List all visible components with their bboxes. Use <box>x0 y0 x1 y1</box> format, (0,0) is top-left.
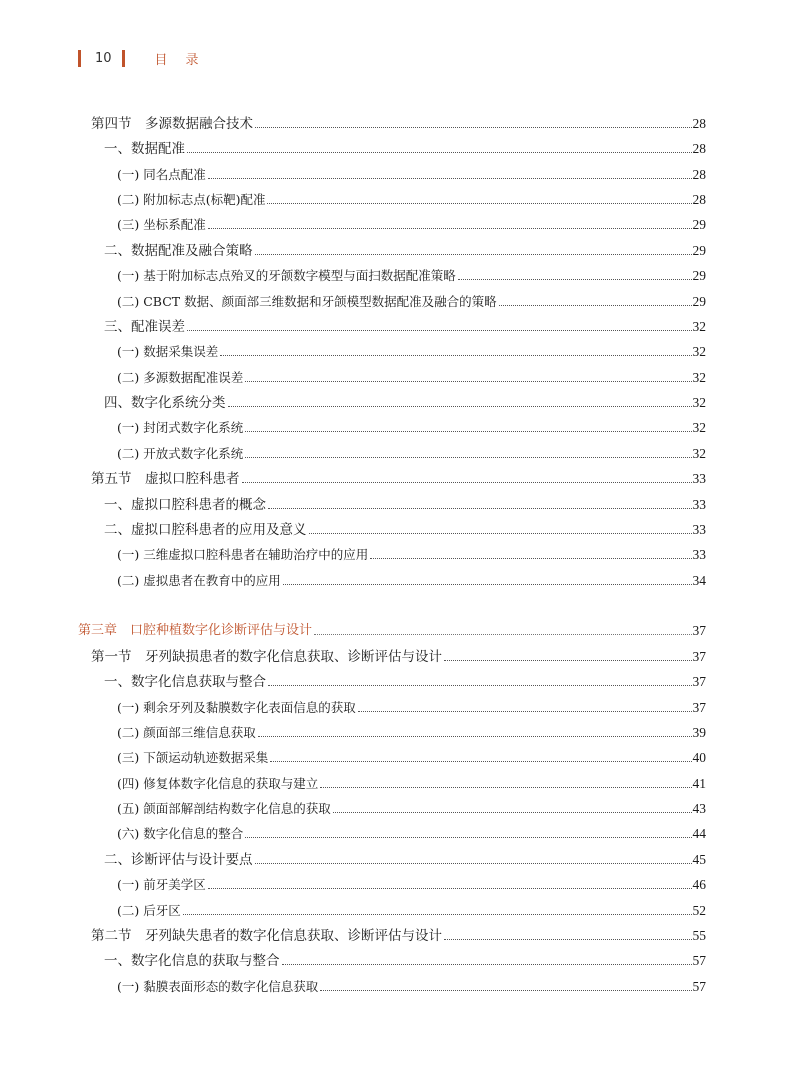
toc-entry-title: (一) 同名点配准 <box>117 167 206 182</box>
toc-entry-title: 一、数字化信息的获取与整合 <box>104 953 280 969</box>
toc-entry-title: (一) 前牙美学区 <box>117 877 206 892</box>
toc-entry-title: 第三章 口腔种植数字化诊断评估与设计 <box>78 623 313 638</box>
toc-entry-page: 57 <box>692 979 706 994</box>
toc-entry <box>117 718 706 742</box>
toc-entry-page: 57 <box>692 953 706 968</box>
toc-dot-leader <box>333 812 692 813</box>
toc-entry-title: 第四节 多源数据融合技术 <box>91 116 253 132</box>
toc-entry-title: (一) 数据采集误差 <box>117 344 219 359</box>
toc-entry <box>117 160 706 184</box>
header-separator-bar <box>122 50 125 67</box>
toc-entry-page: 32 <box>692 344 706 359</box>
toc-entry <box>104 946 706 970</box>
toc-entry-page: 39 <box>692 725 706 740</box>
toc-entry <box>117 819 706 843</box>
toc-entry <box>117 287 706 311</box>
toc-dot-leader <box>255 254 692 255</box>
toc-entry-title: 第五节 虚拟口腔科患者 <box>91 471 240 487</box>
toc-entry <box>91 921 706 945</box>
toc-dot-leader <box>499 305 692 306</box>
toc-entry-title: (二) 附加标志点(标靶)配准 <box>117 192 266 207</box>
toc-entry <box>117 794 706 818</box>
toc-dot-leader <box>320 787 691 788</box>
toc-entry-title: 二、数据配准及融合策略 <box>104 243 253 259</box>
toc-entry <box>117 743 706 767</box>
toc-entry-title: (三) 坐标系配准 <box>117 217 206 232</box>
toc-entry-page: 28 <box>692 167 706 182</box>
toc-entry-page: 29 <box>692 217 706 232</box>
toc-dot-leader <box>268 508 692 509</box>
page-number: 10 <box>95 50 112 66</box>
toc-entry-title: (二) 颜面部三维信息获取 <box>117 725 256 740</box>
toc-entry-page: 41 <box>692 776 706 791</box>
toc-entry-title: 二、诊断评估与设计要点 <box>104 852 253 868</box>
header-title: 目录 <box>154 52 217 68</box>
toc-dot-leader <box>314 634 691 635</box>
toc-entry <box>104 515 706 539</box>
toc-dot-leader <box>255 863 692 864</box>
toc-entry <box>117 337 706 361</box>
toc-dot-leader <box>270 761 691 762</box>
toc-dot-leader <box>245 381 691 382</box>
toc-entry <box>117 870 706 894</box>
toc-entry <box>78 616 706 640</box>
toc-entry-page: 32 <box>692 370 706 385</box>
header-left-bar <box>78 50 81 67</box>
toc-entry-title: (二) 开放式数字化系统 <box>117 446 244 461</box>
toc-entry-title: (三) 下颌运动轨迹数据采集 <box>117 750 269 765</box>
toc-entry <box>104 388 706 412</box>
toc-entry-page: 33 <box>692 547 706 562</box>
toc-entry-page: 44 <box>692 826 706 841</box>
toc-entry-title: (二) 虚拟患者在教育中的应用 <box>117 573 281 588</box>
toc-entry-page: 33 <box>692 497 706 512</box>
toc-entry <box>104 490 706 514</box>
toc-entry-page: 34 <box>692 573 706 588</box>
toc-entry <box>117 439 706 463</box>
toc-dot-leader <box>370 558 691 559</box>
toc-entry <box>117 540 706 564</box>
toc-dot-leader <box>208 178 692 179</box>
toc-entry-page: 33 <box>692 471 706 486</box>
toc-entry-title: (二) 多源数据配准误差 <box>117 370 244 385</box>
toc-entry <box>117 693 706 717</box>
toc-dot-leader <box>242 482 692 483</box>
toc-entry-title: 一、虚拟口腔科患者的概念 <box>104 497 266 513</box>
toc-dot-leader <box>258 736 692 737</box>
toc-entry-page: 32 <box>692 395 706 410</box>
toc-entry <box>104 312 706 336</box>
toc-entry-page: 28 <box>692 192 706 207</box>
toc-entry <box>91 109 706 133</box>
toc-entry <box>104 236 706 260</box>
toc-entry-page: 37 <box>692 649 706 664</box>
toc-entry-page: 37 <box>692 674 706 689</box>
toc-entry <box>117 185 706 209</box>
toc-dot-leader <box>255 127 692 128</box>
toc-dot-leader <box>187 152 692 153</box>
toc-dot-leader <box>444 660 692 661</box>
toc-dot-leader <box>268 685 692 686</box>
toc-entry-title: (一) 黏膜表面形态的数字化信息获取 <box>117 979 319 994</box>
toc-entry <box>117 413 706 437</box>
toc-dot-leader <box>208 228 692 229</box>
toc-dot-leader <box>458 279 692 280</box>
toc-dot-leader <box>228 406 692 407</box>
toc-entry-title: 一、数据配准 <box>104 141 185 157</box>
toc-entry-title: (五) 颌面部解剖结构数字化信息的获取 <box>117 801 331 816</box>
toc-entry <box>117 896 706 920</box>
toc-entry-page: 40 <box>692 750 706 765</box>
toc-entry-title: (一) 三维虚拟口腔科患者在辅助治疗中的应用 <box>117 547 369 562</box>
toc-dot-leader <box>245 431 691 432</box>
toc-entry-page: 33 <box>692 522 706 537</box>
toc-entry-title: (二) CBCT 数据、颜面部三维数据和牙颌模型数据配准及融合的策略 <box>117 294 497 309</box>
toc-entry-title: 四、数字化系统分类 <box>104 395 226 411</box>
toc-entry-title: 三、配准误差 <box>104 319 185 335</box>
toc-dot-leader <box>283 584 692 585</box>
toc-entry-title: (一) 基于附加标志点殆叉的牙颌数字模型与面扫数据配准策略 <box>117 268 456 283</box>
toc-entry <box>104 667 706 691</box>
toc-entry-page: 29 <box>692 243 706 258</box>
toc-entry-title: (一) 剩余牙列及黏膜数字化表面信息的获取 <box>117 700 356 715</box>
toc-entry <box>91 642 706 666</box>
toc-entry-page: 32 <box>692 319 706 334</box>
toc-dot-leader <box>309 533 692 534</box>
toc-entry-title: (一) 封闭式数字化系统 <box>117 420 244 435</box>
toc-entry-page: 37 <box>692 700 706 715</box>
toc-entry-page: 43 <box>692 801 706 816</box>
toc-entry-title: (四) 修复体数字化信息的获取与建立 <box>117 776 319 791</box>
toc-dot-leader <box>444 939 692 940</box>
toc-dot-leader <box>320 990 691 991</box>
toc-dot-leader <box>267 203 691 204</box>
toc-entry-title: 第二节 牙列缺失患者的数字化信息获取、诊断评估与设计 <box>91 928 442 944</box>
toc-entry-title: 二、虚拟口腔科患者的应用及意义 <box>104 522 307 538</box>
toc-dot-leader <box>282 964 692 965</box>
toc-entry-title: 第一节 牙列缺损患者的数字化信息获取、诊断评估与设计 <box>91 649 442 665</box>
toc-dot-leader <box>187 330 692 331</box>
toc-entry-page: 28 <box>692 116 706 131</box>
toc-entry-title: (六) 数字化信息的整合 <box>117 826 244 841</box>
toc-dot-leader <box>220 355 691 356</box>
toc-entry-page: 55 <box>692 928 706 943</box>
toc-entry-page: 37 <box>692 623 706 638</box>
toc-entry-title: (二) 后牙区 <box>117 903 181 918</box>
toc-entry-page: 46 <box>692 877 706 892</box>
toc-entry-page: 32 <box>692 420 706 435</box>
toc-entry-page: 52 <box>692 903 706 918</box>
toc-dot-leader <box>245 457 691 458</box>
toc-dot-leader <box>208 888 692 889</box>
toc-dot-leader <box>245 837 691 838</box>
toc-entry <box>117 769 706 793</box>
toc-entry-page: 32 <box>692 446 706 461</box>
toc-dot-leader <box>183 914 692 915</box>
toc-entry-page: 29 <box>692 268 706 283</box>
toc-entry-page: 28 <box>692 141 706 156</box>
toc-entry <box>117 210 706 234</box>
toc-entry <box>117 261 706 285</box>
toc-entry <box>91 464 706 488</box>
toc-entry <box>117 566 706 590</box>
toc-entry-title: 一、数字化信息获取与整合 <box>104 674 266 690</box>
running-header <box>78 48 217 68</box>
toc-entry <box>117 972 706 996</box>
toc-dot-leader <box>358 711 692 712</box>
toc-entry-page: 29 <box>692 294 706 309</box>
toc-entry-page: 45 <box>692 852 706 867</box>
toc-entry <box>117 363 706 387</box>
toc-entry <box>104 134 706 158</box>
toc-entry <box>104 845 706 869</box>
